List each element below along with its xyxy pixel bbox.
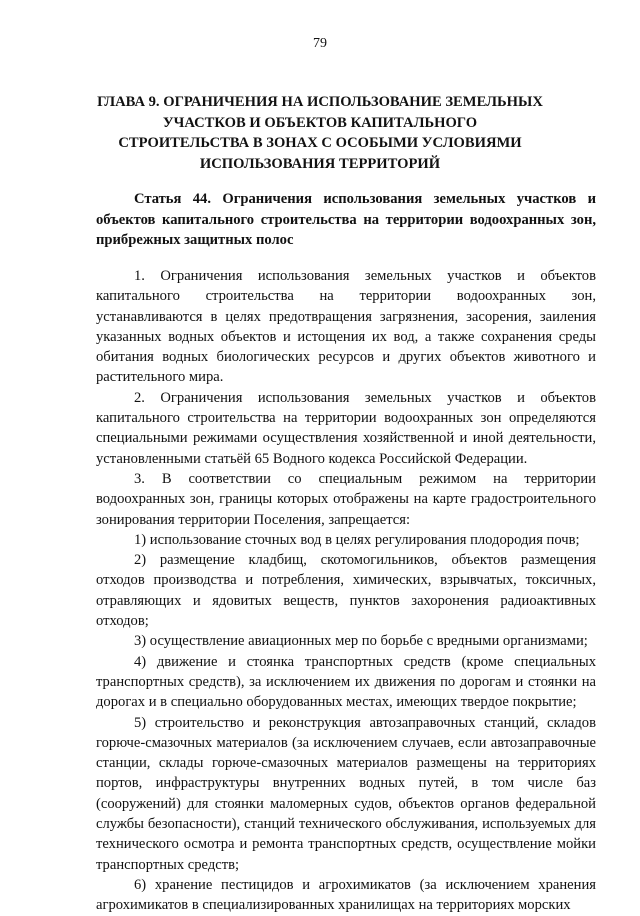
list-item: 4) движение и стоянка транспортных средств (кроме специальных транспортных средств), за исключением их движения по дорогам и стоянки на дорогах и в специально оборудованных местах, имеющих твердое покрытие; [96,653,596,711]
list-item: 2) размещение кладбищ, скотомогильников, объектов размещения отходов производства и потребления, химических, взрывчатых, токсичных, отравляющих и ядовитых веществ, пунктов захоронения радиоактивных отходов; [96,552,596,630]
paragraph: 2. Ограничения использования земельных участков и объектов капитального строительства на территории водоохранных зон определяются специальными режимами осуществления хозяйственной и иной деятельности, установленными статьёй 65 Водного кодекса Российской Федерации. [96,389,596,467]
list-item: 3) осуществление авиационных мер по борьбе с вредными организмами; [134,633,588,650]
paragraph: 3. В соответствии со специальным режимом на территории водоохранных зон, границы которых отображены на карте градостроительного зонирования территории Поселения, запрещается: [96,470,596,528]
list-item: 5) строительство и реконструкция автозаправочных станций, складов горюче-смазочных материалов (за исключением случаев, если автозаправочные станции, склады горюче-смазочных материалов размещены на территориях портов, инфраструктуры внутренних водных путей, в том числе баз (сооружений) для стоянки маломерных судов, объектов органов федеральной службы безопасности), станций технического обслуживания, используемых для технического осмотра и ремонта транспортных средств, осуществление мойки транспортных средств; [96,714,596,873]
article-body [96,266,596,916]
article-title: Статья 44. Ограничения использования земельных участков и объектов капитального строительства на территории водоохранных зон, прибрежных защитных полос [96,191,596,248]
paragraph: 1. Ограничения использования земельных участков и объектов капитального строительства на территории водоохранных зон, устанавливаются в целях предотвращения загрязнения, засорения, заиления указанных водных объектов и истощения их вод, а также сохранения среды обитания водных биологических ресурсов и других объектов животного и растительного мира. [96,268,596,386]
page-number: 79 [313,36,327,51]
chapter-title: ГЛАВА 9. ОГРАНИЧЕНИЯ НА ИСПОЛЬЗОВАНИЕ ЗЕМЕЛЬНЫХ УЧАСТКОВ И ОБЪЕКТОВ КАПИТАЛЬНОГО СТРОИТЕЛЬСТВА В ЗОНАХ С ОСОБЫМИ УСЛОВИЯМИ ИСПОЛЬЗОВАНИЯ ТЕРРИТОРИЙ [97,94,543,172]
list-item: 1) использование сточных вод в целях регулирования плодородия почв; [134,531,580,548]
list-item: 6) хранение пестицидов и агрохимикатов (за исключением хранения агрохимикатов в специализированных хранилищах на территориях морских [96,876,596,914]
